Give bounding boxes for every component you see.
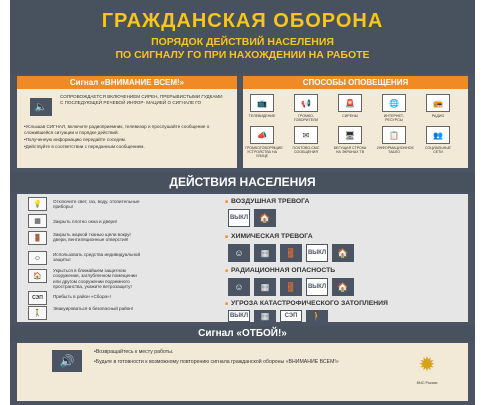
shelter-icon: 🏠 xyxy=(254,209,276,227)
evac-point-icon: СЭП xyxy=(28,291,47,305)
evac-point-icon: СЭП xyxy=(280,310,302,322)
otboy-bullet-2: • Будьте в готовности к возможному повторению сигнала гражданской обороны «ВНИМАНИЕ ВСЕМ!» xyxy=(94,360,344,366)
evacuation-icon: 🚶 xyxy=(306,310,328,322)
notification-label-loudspeakers: ГРОМКО- ГОВОРИТЕЛИ xyxy=(293,114,319,123)
door-icon: 🚪 xyxy=(280,244,302,262)
action-item-7: Эвакуироваться в безопасный район! xyxy=(53,306,134,311)
window-icon: ▦ xyxy=(254,278,276,296)
notification-label-radio: РАДИО xyxy=(431,114,445,118)
signal-chemical: ■ ХИМИЧЕСКАЯ ТРЕВОГА xyxy=(225,233,313,240)
subtitle-line-1: ПОРЯДОК ДЕЙСТВИЙ НАСЕЛЕНИЯ xyxy=(151,36,334,48)
action-item-6: Прибыть в район «Сбора»! xyxy=(53,294,111,299)
window-icon: ▦ xyxy=(254,310,276,322)
action-item-1: Отключите свет, газ, воду, отопительные приборы! xyxy=(53,199,140,210)
notification-label-tv: ТЕЛЕВИДЕНИЕ xyxy=(248,114,276,118)
notification-label-internet: ИНТЕРНЕТ-РЕСУРСЫ xyxy=(383,114,405,123)
window-icon: ▦ xyxy=(28,214,47,228)
attention-title: Сигнал «ВНИМАНИЕ ВСЕМ!» xyxy=(17,76,237,89)
header xyxy=(10,0,475,74)
signal-radiation: ■ РАДИАЦИОННАЯ ОПАСНОСТЬ xyxy=(225,267,335,274)
switch-off-icon: ВЫКЛ xyxy=(228,310,250,322)
attention-description: СОПРОВОЖДАЕТСЯ ВКЛЮЧЕНИЕМ СИРЕН, ПРЕРЫВИСТЫМИ ГУДКАМИ С ПОСЛЕДУЮЩЕЙ РЕЧЕВОЙ ИНФОР- МАЦИЕЙ О СИГНАЛЕ ГО xyxy=(60,94,223,105)
otboy-title: Сигнал «ОТБОЙ!» xyxy=(10,326,475,341)
shelter-icon: 🏠 xyxy=(332,244,354,262)
subtitle-line-2: ПО СИГНАЛУ ГО ПРИ НАХОЖДЕНИИ НА РАБОТЕ xyxy=(115,49,370,61)
notification-label-board: ИНФОРМАЦИОННОЕ ТАБЛО xyxy=(377,146,414,155)
gas-mask-icon: ☺ xyxy=(228,278,250,296)
attention-bullet-1: • Услышав СИГНАЛ, включите радиоприемник, телевизор и прослушайте сообщение о сложившейся ситуации и порядке действий. xyxy=(24,124,229,135)
switch-off-icon: ВЫКЛ xyxy=(228,209,250,227)
sms-icon: ✉ xyxy=(294,126,318,144)
mchs-logo-text: МЧС России xyxy=(416,381,438,385)
social-icon: 👥 xyxy=(426,126,450,144)
notification-label-sms: ПОЧТОВО-СМС СООБЩЕНИЯ xyxy=(292,146,320,155)
internet-icon: 🌐 xyxy=(382,94,406,112)
window-icon: ▦ xyxy=(254,244,276,262)
loudspeaker-icon: 📢 xyxy=(294,94,318,112)
gas-mask-icon: ☺ xyxy=(28,251,47,265)
notification-label-ticker: БЕГУЩАЯ СТРОКА НА ЭКРАНАХ ТВ xyxy=(333,146,367,155)
ticker-icon: 🖥 xyxy=(338,126,362,144)
switch-off-icon: ВЫКЛ xyxy=(306,244,328,262)
mchs-emblem-icon: ✹ xyxy=(418,354,436,376)
actions-title: ДЕЙСТВИЯ НАСЕЛЕНИЯ xyxy=(10,172,475,192)
radio-icon: 📻 xyxy=(426,94,450,112)
speaker-icon: 🔈 xyxy=(30,98,52,116)
notification-label-street: ГРОМКОГОВОРЯЩИЕ УСТРОЙСТВА НА УЛИЦЕ xyxy=(245,146,283,159)
door-icon: 🚪 xyxy=(28,231,47,245)
notification-title: СПОСОБЫ ОПОВЕЩЕНИЯ xyxy=(243,76,468,89)
attention-panel xyxy=(17,76,237,168)
poster xyxy=(10,0,475,405)
siren-icon: 🚨 xyxy=(338,94,362,112)
info-board-icon: 📋 xyxy=(382,126,406,144)
shelter-icon: 🏠 xyxy=(332,278,354,296)
speaker-icon: 🔊 xyxy=(52,350,82,372)
page-subtitle xyxy=(10,36,475,62)
otboy-bullet-1: • Возвращайтесь к месту работы. xyxy=(94,350,354,356)
evacuation-icon: 🚶 xyxy=(28,306,47,320)
lightbulb-icon: 💡 xyxy=(28,197,47,211)
attention-bullet-3: • Действуйте в соответствии с переданным сообщением. xyxy=(24,144,229,150)
shelter-icon: 🏠 xyxy=(28,269,47,283)
action-item-2: Закрыть плотно окна и двери! xyxy=(53,219,117,224)
switch-off-icon: ВЫКЛ xyxy=(306,278,328,296)
tv-icon: 📺 xyxy=(250,94,274,112)
signal-air-raid: ■ ВОЗДУШНАЯ ТРЕВОГА xyxy=(225,198,309,205)
action-item-5: Укрыться в ближайшем защитном сооружении, заглубленном помещении или другом сооружении подземного пространства, укажите ветрозащиту! xyxy=(53,268,137,290)
notification-label-social: СОЦИАЛЬНЫЕ СЕТИ xyxy=(425,146,451,155)
action-item-3: Закрыть жаркой тканью щели вокруг двери, вентиляционные отверстия! xyxy=(53,232,132,243)
signal-flood: ■ УГРОЗА КАТАСТРОФИЧЕСКОГО ЗАТОПЛЕНИЯ xyxy=(225,300,388,307)
gas-mask-icon: ☺ xyxy=(228,244,250,262)
street-speaker-icon: 📣 xyxy=(250,126,274,144)
action-item-4: Использовать средства индивидуальной защиты! xyxy=(53,252,141,263)
notification-label-sirens: СИРЕНЫ xyxy=(342,114,358,118)
page-title: ГРАЖДАНСКАЯ ОБОРОНА xyxy=(101,10,384,32)
attention-bullet-2: • Полученную информацию передайте соседям. xyxy=(24,137,229,143)
door-icon: 🚪 xyxy=(280,278,302,296)
